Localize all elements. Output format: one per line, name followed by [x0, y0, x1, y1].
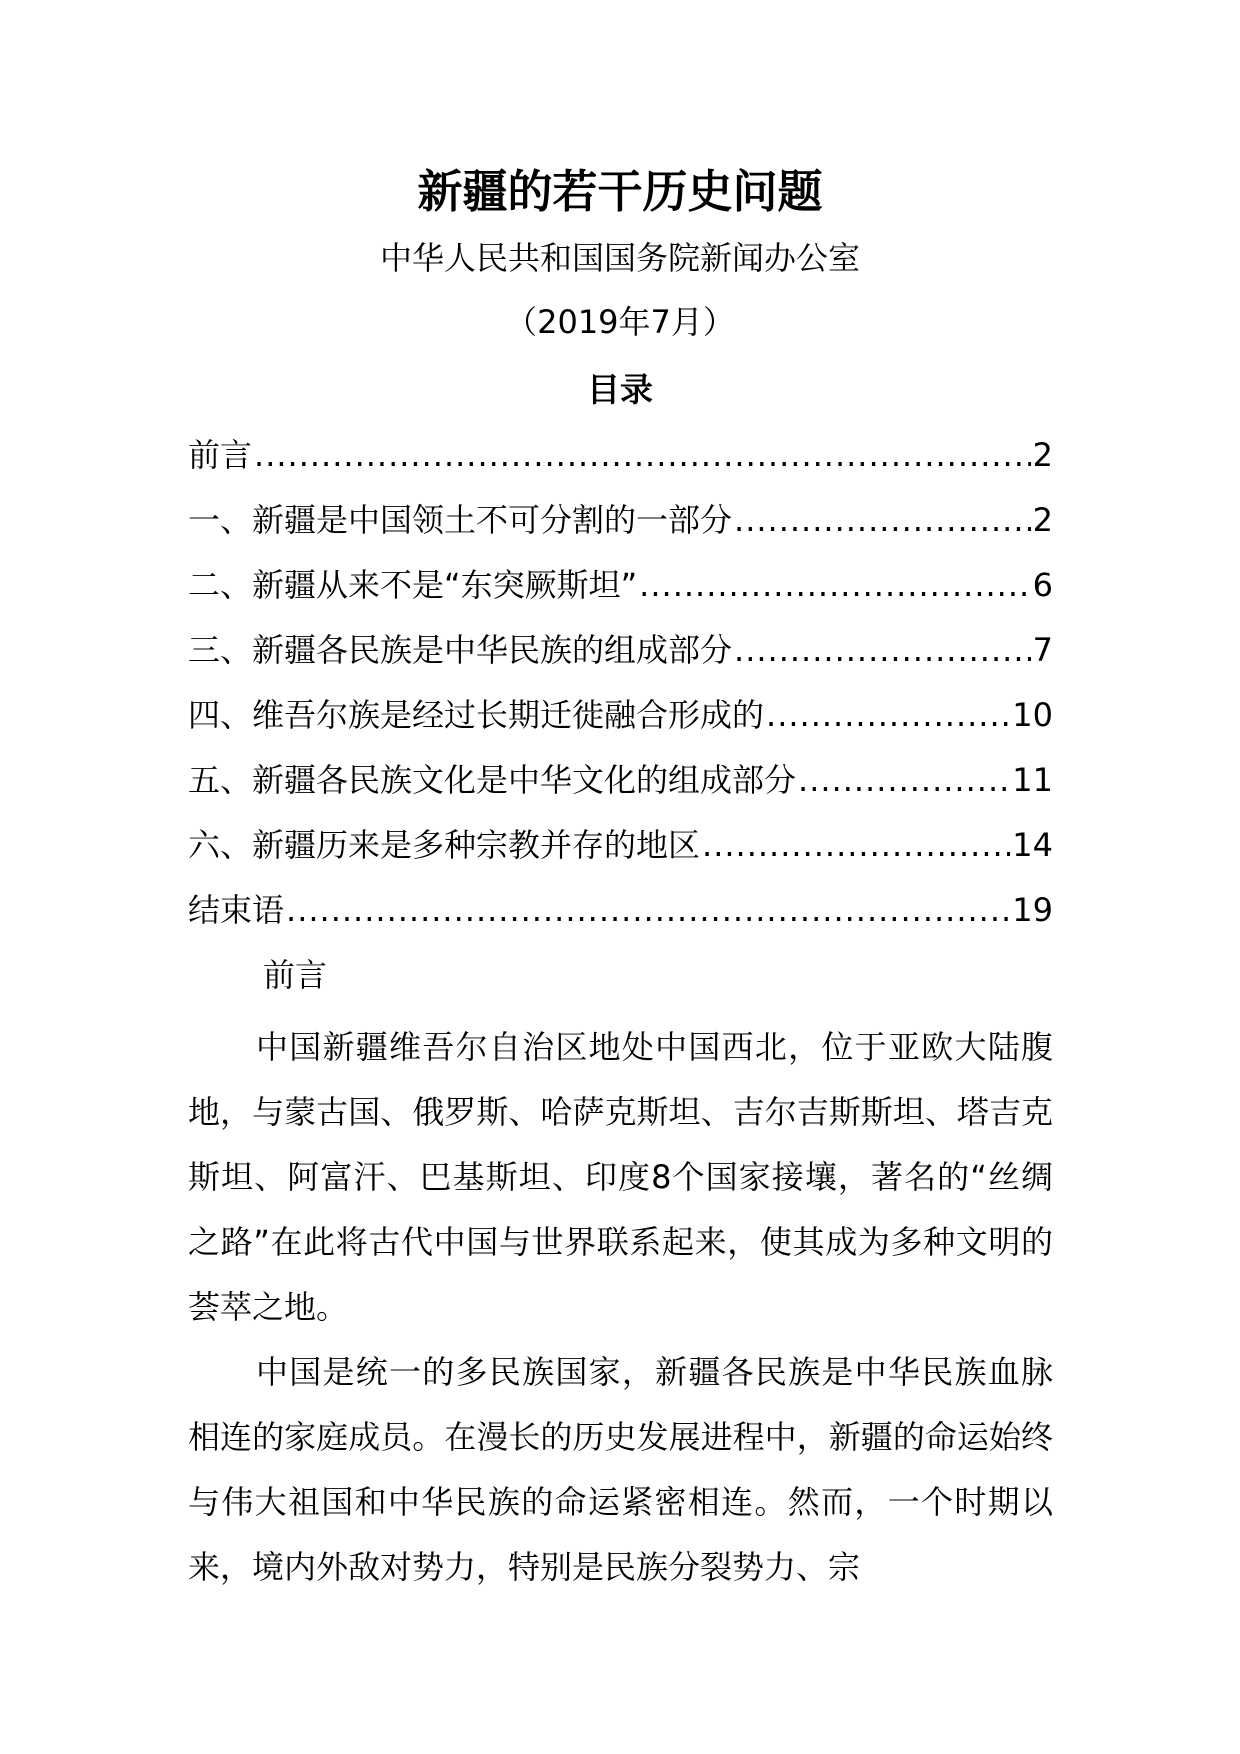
- toc-entry[interactable]: [188, 497, 1053, 562]
- document-title: 新疆的若干历史问题: [417, 165, 823, 218]
- toc-entry-page: 6: [1032, 566, 1053, 604]
- toc-entry-page: 7: [1032, 631, 1053, 669]
- toc-leader-dots: [798, 757, 1010, 803]
- document-issuer: 中华人民共和国国务院新闻办公室: [379, 239, 860, 277]
- toc-entry-title: 四、维吾尔族是经过长期迁徙融合形成的: [188, 696, 765, 734]
- toc-entry-title: 结束语: [188, 891, 285, 929]
- toc-entry[interactable]: [188, 627, 1053, 692]
- toc-entry-page: 10: [1012, 696, 1053, 734]
- toc-entry-page: 2: [1032, 436, 1053, 474]
- document-date: （2019年7月）: [505, 303, 735, 341]
- toc-entry[interactable]: [188, 757, 1053, 822]
- toc-entry-page: 2: [1032, 501, 1053, 539]
- toc-entry-title: 六、新疆历来是多种宗教并存的地区: [188, 826, 701, 864]
- toc-leader-dots: [639, 562, 1030, 608]
- body-paragraph: 中国新疆维吾尔自治区地处中国西北，位于亚欧大陆腹地，与蒙古国、俄罗斯、哈萨克斯坦、吉尔吉斯斯坦、塔吉克斯坦、阿富汗、巴基斯坦、印度8个国家接壤，著名的“丝绸之路”在此将古代中国与世界联系起来，使其成为多种文明的荟萃之地。: [188, 1028, 1053, 1326]
- toc-entry[interactable]: [188, 887, 1053, 952]
- toc-entry-title: 二、新疆从来不是“东突厥斯坦”: [188, 566, 638, 604]
- toc-leader-dots: [254, 432, 1031, 478]
- toc-entry[interactable]: [188, 562, 1053, 627]
- toc-entry-page: 11: [1012, 761, 1053, 799]
- toc-entry-title: 一、新疆是中国领土不可分割的一部分: [188, 501, 733, 539]
- preface-body: [188, 1015, 1053, 1600]
- toc-leader-dots: [286, 887, 1010, 933]
- toc-entry-title: 前言: [188, 436, 253, 474]
- toc-entry-title: 三、新疆各民族是中华民族的组成部分: [188, 631, 733, 669]
- toc-leader-dots: [734, 627, 1031, 673]
- toc-entry-title: 五、新疆各民族文化是中华文化的组成部分: [188, 761, 797, 799]
- table-of-contents: [188, 432, 1053, 952]
- toc-leader-dots: [734, 497, 1031, 543]
- body-paragraph: 中国是统一的多民族国家，新疆各民族是中华民族血脉相连的家庭成员。在漫长的历史发展进程中，新疆的命运始终与伟大祖国和中华民族的命运紧密相连。然而，一个时期以来，境内外敌对势力，特别是民族分裂势力、宗: [188, 1353, 1053, 1586]
- toc-entry[interactable]: [188, 692, 1053, 757]
- toc-entry-page: 19: [1012, 891, 1053, 929]
- toc-entry-page: 14: [1012, 826, 1053, 864]
- toc-entry[interactable]: [188, 432, 1053, 497]
- toc-heading: 目录: [587, 370, 653, 409]
- toc-leader-dots: [702, 822, 1010, 868]
- toc-leader-dots: [766, 692, 1010, 738]
- toc-entry[interactable]: [188, 822, 1053, 887]
- preface-heading: 前言: [263, 956, 328, 994]
